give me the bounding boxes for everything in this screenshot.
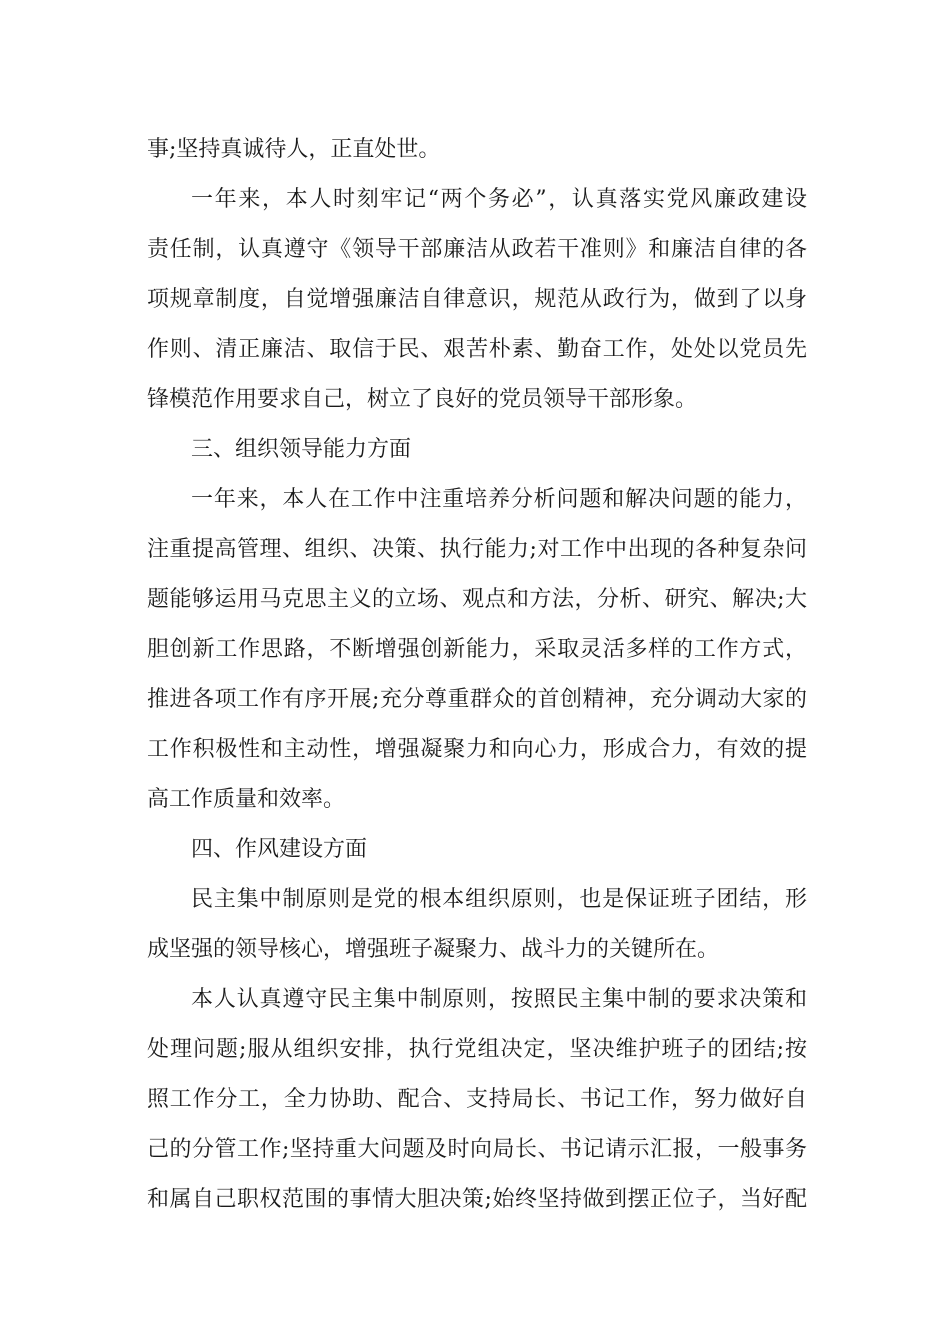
paragraph-line: 责任制，认真遵守《领导干部廉洁从政若干准则》和廉洁自律的各 xyxy=(147,237,807,262)
paragraph-line: 胆创新工作思路，不断增强创新能力，采取灵活多样的工作方式， xyxy=(147,637,807,662)
paragraph-line: 题能够运用马克思主义的立场、观点和方法，分析、研究、解决;大 xyxy=(147,587,807,612)
paragraph-line: 成坚强的领导核心，增强班子凝聚力、战斗力的关键所在。 xyxy=(147,937,720,962)
paragraph-line: 工作积极性和主动性，增强凝聚力和向心力，形成合力，有效的提 xyxy=(147,737,807,762)
paragraph-line: 和属自己职权范围的事情大胆决策;始终坚持做到摆正位子，当好配 xyxy=(147,1187,807,1212)
paragraph-line: 一年来，本人在工作中注重培养分析问题和解决问题的能力， xyxy=(191,487,807,512)
paragraph-line: 己的分管工作;坚持重大问题及时向局长、书记请示汇报，一般事务 xyxy=(147,1137,807,1162)
paragraph-line: 项规章制度，自觉增强廉洁自律意识，规范从政行为，做到了以身 xyxy=(147,287,807,312)
paragraph-line: 锋模范作用要求自己，树立了良好的党员领导干部形象。 xyxy=(147,387,698,412)
paragraph-line: 事;坚持真诚待人，正直处世。 xyxy=(147,137,441,162)
paragraph-line: 照工作分工，全力协助、配合、支持局长、书记工作，努力做好自 xyxy=(147,1087,807,1112)
paragraph-line: 处理问题;服从组织安排，执行党组决定，坚决维护班子的团结;按 xyxy=(147,1037,807,1062)
section-heading: 三、组织领导能力方面 xyxy=(191,437,412,462)
paragraph-line: 民主集中制原则是党的根本组织原则，也是保证班子团结，形 xyxy=(191,887,807,912)
paragraph-line: 推进各项工作有序开展;充分尊重群众的首创精神，充分调动大家的 xyxy=(147,687,807,712)
paragraph-line: 本人认真遵守民主集中制原则，按照民主集中制的要求决策和 xyxy=(191,987,807,1012)
paragraph-line: 高工作质量和效率。 xyxy=(147,787,346,812)
paragraph-line: 注重提高管理、组织、决策、执行能力;对工作中出现的各种复杂问 xyxy=(147,537,807,562)
paragraph-line: 一年来，本人时刻牢记“两个务必”，认真落实党风廉政建设 xyxy=(191,187,807,212)
paragraph-line: 作则、清正廉洁、取信于民、艰苦朴素、勤奋工作，处处以党员先 xyxy=(147,337,807,362)
section-heading: 四、作风建设方面 xyxy=(191,837,368,862)
